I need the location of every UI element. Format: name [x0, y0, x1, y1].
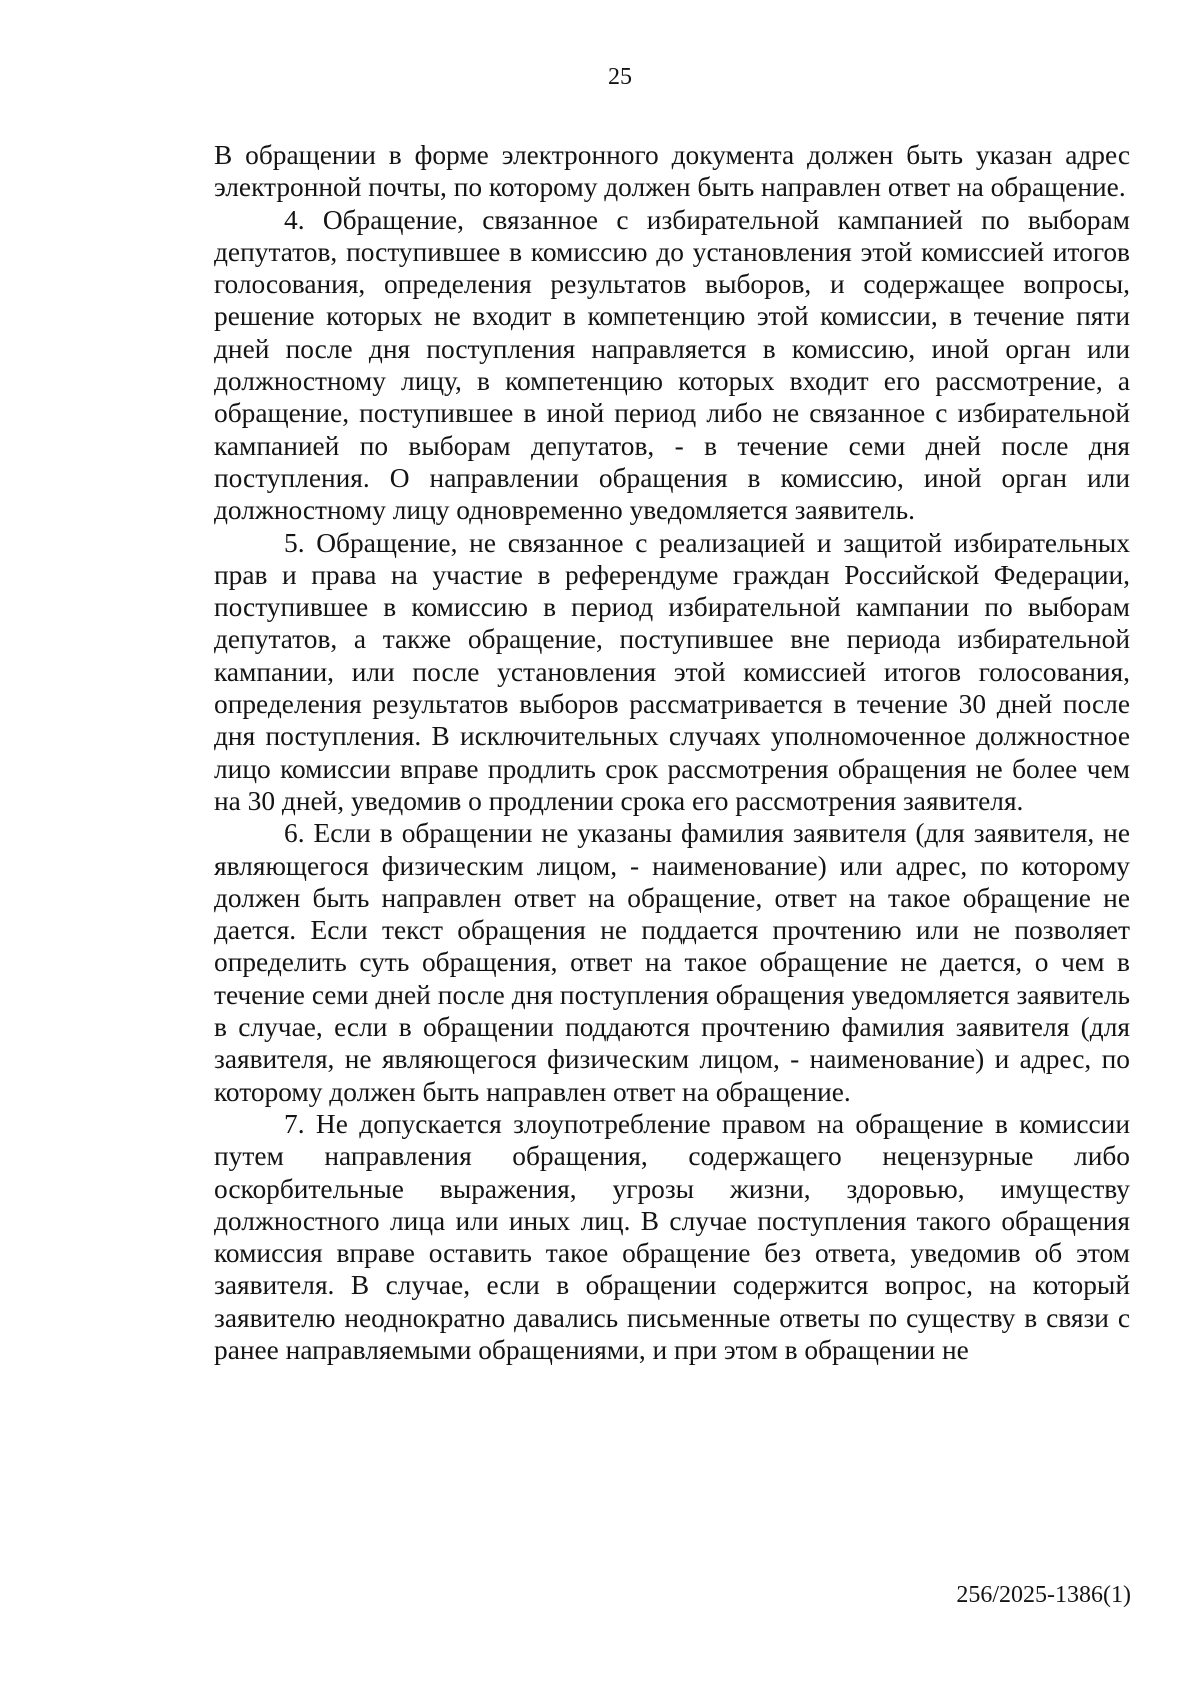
paragraph-item-6: 6. Если в обращении не указаны фамилия заявителя (для заявителя, не являющегося физическим лицом, - наименование) или адрес, по которому должен быть направлен ответ на обращение, ответ на такое обращение не дается. Если текст обращения не поддается прочтению или не позволяет определить суть обращения, ответ на такое обращение не дается, о чем в течение семи дней после дня поступления обращения уведомляется заявитель в случае, если в обращении поддаются прочтению фамилия заявителя (для заявителя, не являющегося физическим лицом, - наименование) и адрес, по которому должен быть направлен ответ на обращение.: [214, 818, 1130, 1107]
document-body: [214, 139, 1130, 1366]
page-number: 25: [608, 64, 632, 90]
paragraph-item-4: 4. Обращение, связанное с избирательной кампанией по выборам депутатов, поступившее в комиссию до установления этой комиссией итогов голосования, определения результатов выборов, и содержащее вопросы, решение которых не входит в компетенцию этой комиссии, в течение пяти дней после дня поступления направляется в комиссию, иной орган или должностному лицу, в компетенцию которых входит его рассмотрение, а обращение, поступившее в иной период либо не связанное с избирательной кампанией по выборам депутатов, - в течение семи дней после дня поступления. О направлении обращения в комиссию, иной орган или должностному лицу одновременно уведомляется заявитель.: [214, 204, 1130, 526]
paragraph-item-7: 7. Не допускается злоупотребление правом на обращение в комиссии путем направления обращения, содержащего нецензурные либо оскорбительные выражения, угрозы жизни, здоровью, имуществу должностного лица или иных лиц. В случае поступления такого обращения комиссия вправе оставить такое обращение без ответа, уведомив об этом заявителя. В случае, если в обращении содержится вопрос, на который заявителю неоднократно давались письменные ответы по существу в связи с ранее направляемыми обращениями, и при этом в обращении не: [214, 1108, 1130, 1365]
paragraph-item-5: 5. Обращение, не связанное с реализацией и защитой избирательных прав и права на участие в референдуме граждан Российской Федерации, поступившее в комиссию в период избирательной кампании по выборам депутатов, а также обращение, поступившее вне периода избирательной кампании, или после установления этой комиссией итогов голосования, определения результатов выборов рассматривается в течение 30 дней после дня поступления. В исключительных случаях уполномоченное должностное лицо комиссии вправе продлить срок рассмотрения обращения не более чем на 30 дней, уведомив о продлении срока его рассмотрения заявителя.: [214, 527, 1130, 816]
paragraph-continuation: В обращении в форме электронного документа должен быть указан адрес электронной почты, по которому должен быть направлен ответ на обращение.: [214, 140, 1130, 203]
document-code: 256/2025-1386(1): [956, 1582, 1131, 1608]
